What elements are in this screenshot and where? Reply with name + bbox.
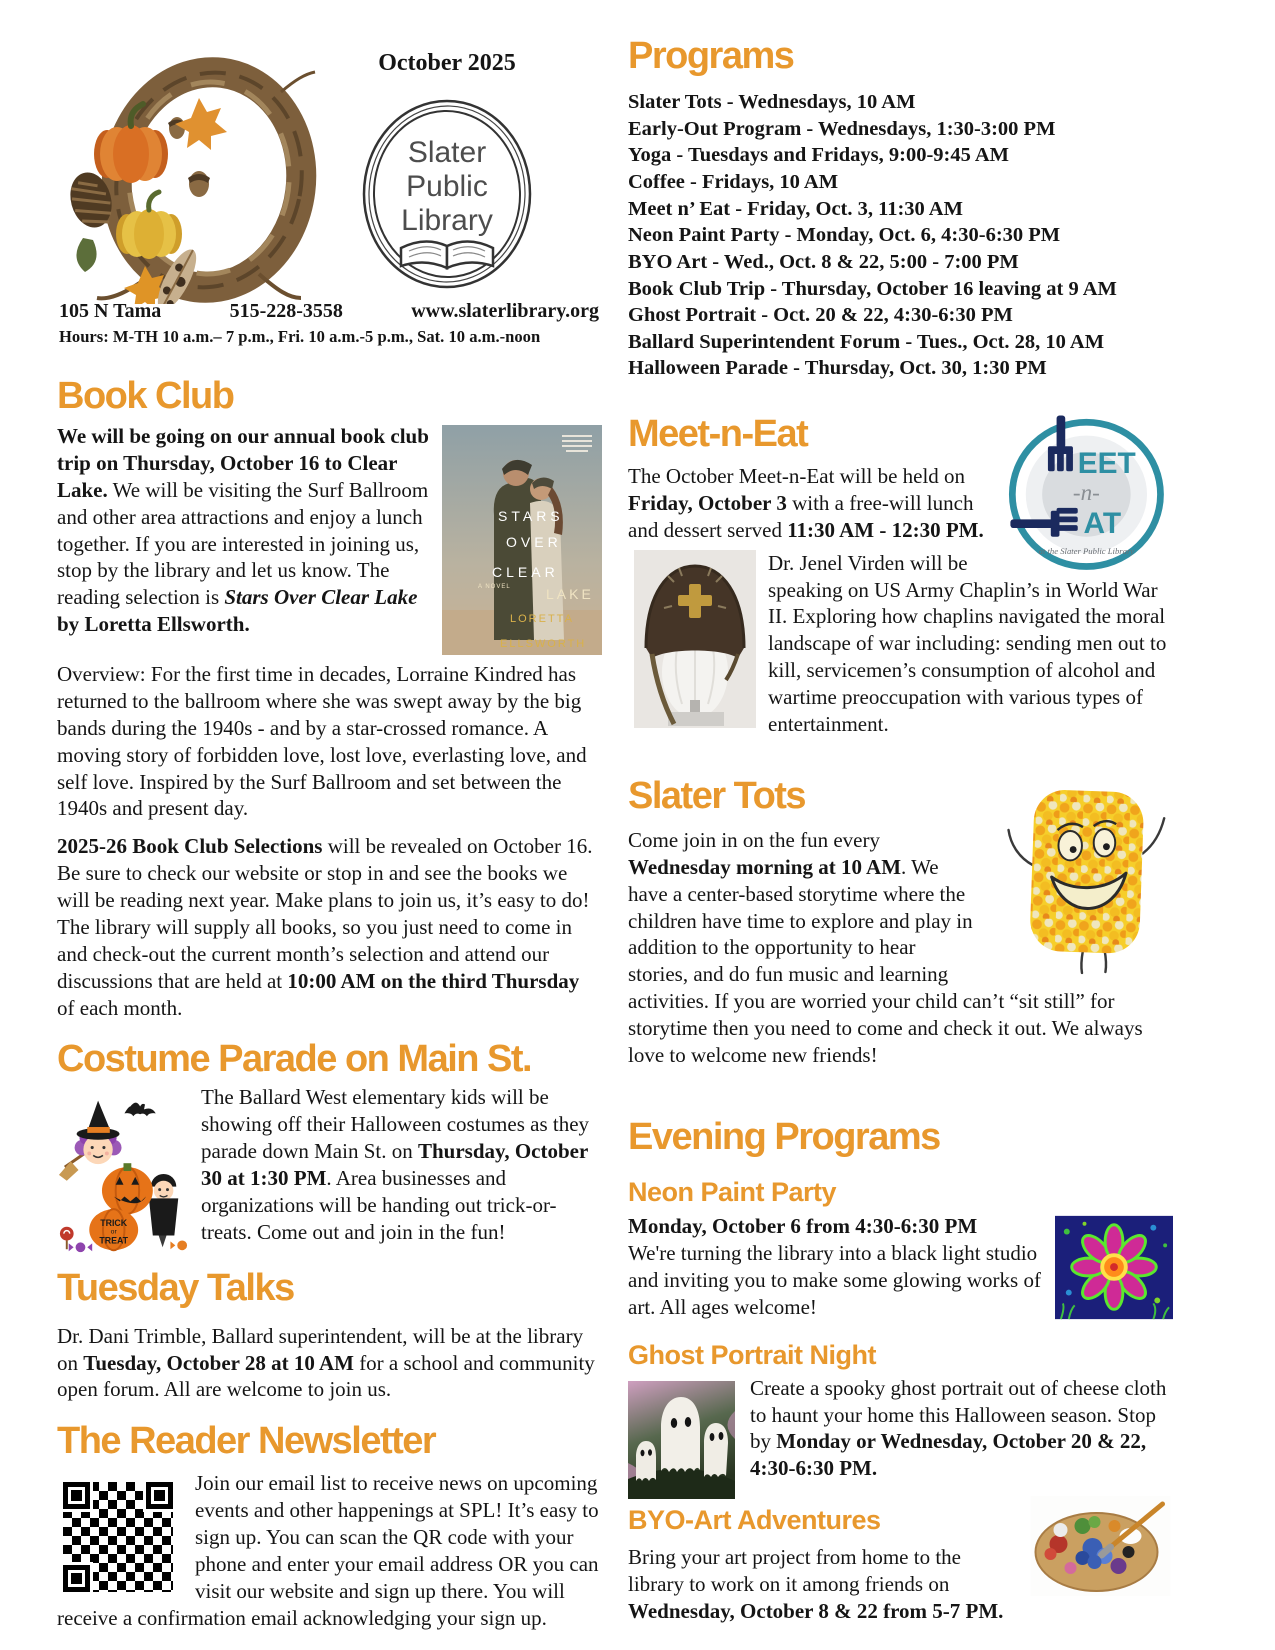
- section-title-slater-tots: Slater Tots: [628, 774, 806, 817]
- program-item: Ghost Portrait - Oct. 20 & 22, 4:30-6:30 PM: [628, 304, 1013, 327]
- svg-text:ELLSWORTH: ELLSWORTH: [500, 638, 587, 651]
- book-club-body: [57, 423, 602, 651]
- program-item: Neon Paint Party - Monday, Oct. 6, 4:30-6:30 PM: [628, 224, 1061, 247]
- slater-tots-paragraph: Come join in on the fun every Wednesday morning at 10 AM. We have a center-based storytime where the children have time to explore and play in addition to the opportunity to hear stories, and do fun music and learning activities. If you are worried your child can’t “sit still” for storytime then you need to come and check it out. We always love to welcome new friends!: [628, 827, 1143, 1067]
- section-title-evening-programs: Evening Programs: [628, 1115, 940, 1158]
- section-title-programs: Programs: [628, 35, 794, 77]
- neon-flower-painting: [1055, 1215, 1173, 1320]
- subsection-title-byo-art: BYO-Art Adventures: [628, 1505, 881, 1536]
- svg-text:LORETTA: LORETTA: [510, 613, 574, 626]
- orange-pumpkin: [94, 104, 168, 183]
- svg-text:at the Slater Public Library: at the Slater Public Library: [1038, 546, 1135, 557]
- svg-text:Public: Public: [406, 170, 488, 203]
- section-title-meet-n-eat: Meet-n-Eat: [628, 413, 808, 456]
- book-club-paragraph-1: We will be going on our annual book club trip on Thursday, October 16 to Clear Lake. We will be visiting the Surf Ballroom and other area attractions and enjoy a lunch together. If you are interested in joining us, stop by the library and let us know. The reading selection is Stars Over Clear Lake by Loretta Ellsworth.: [57, 424, 429, 637]
- section-title-book-club: Book Club: [57, 375, 234, 417]
- meet-n-eat-paragraph-1: The October Meet-n-Eat will be held on Friday, October 3 with a free-will lunch and dessert served 11:30 AM - 12:30 PM.: [628, 464, 984, 542]
- svg-text:LAKE: LAKE: [546, 586, 594, 603]
- book-club-overview: Overview: For the first time in decades, Lorraine Kindred has returned to the ballroom where she was swept away by the big bands during the 1940s - and by a star-crossed romance. A moving story of forbidden love, lost love, everlasting love, and self love. Inspired by the Surf Ballroom and set between the 1940s and present day.: [57, 662, 587, 821]
- neon-paint-party-paragraph: Monday, October 6 from 4:30-6:30 PM We're turning the library into a black light studio and inviting you to make some glowing works of art. All ages welcome!: [628, 1214, 1041, 1320]
- slater-tots-section: [628, 776, 1173, 1069]
- svg-text:AT: AT: [1083, 506, 1122, 540]
- hours-line: Hours: M-TH 10 a.m.– 7 p.m., Fri. 10 a.m.-5 p.m., Sat. 10 a.m.-noon: [59, 327, 541, 346]
- program-item: Early-Out Program - Wednesdays, 1:30-3:00 PM: [628, 117, 1056, 140]
- section-title-reader-newsletter: The Reader Newsletter: [57, 1420, 436, 1463]
- meet-n-eat-section: [628, 414, 1173, 738]
- book-club-selections: 2025-26 Book Club Selections will be revealed on October 16. Be sure to check our website or stop in and see the books we will be reading next year. Make plans to join us, it’s easy to do! The library will supply all books, so you just need to come in and check-out the current month’s selection and attend our discussions that are held at 10:00 AM on the third Thursday of each month.: [57, 834, 593, 1020]
- street-address: 105 N Tama: [59, 300, 162, 322]
- book-cover-stars-over-clear-lake: [442, 425, 602, 655]
- section-title-costume-parade: Costume Parade on Main St.: [57, 1038, 532, 1081]
- reader-newsletter-paragraph: Join our email list to receive news on upcoming events and other happenings at SPL! It’s easy to sign up. You can scan the QR code with your phone and enter your email address OR you can visit our website and sign up there. You will receive a confirmation email acknowledging your sign up.: [57, 1471, 599, 1630]
- costume-parade-paragraph: The Ballard West elementary kids will be showing off their Halloween costumes as they parade down Main St. on Thursday, October 30 at 1:30 PM. Area businesses and organizations will be handing out trick-or-treats. Come out and join in the fun!: [201, 1085, 590, 1244]
- costume-parade-body: [57, 1084, 602, 1245]
- byo-art-paragraph: Bring your art project from home to the library to work on it among friends on Wednesday, October 8 & 22 from 5-7 PM.: [628, 1544, 1004, 1623]
- program-item: Yoga - Tuesdays and Fridays, 9:00-9:45 AM: [628, 144, 1010, 167]
- svg-text:-n-: -n-: [1072, 479, 1100, 506]
- svg-text:OVER: OVER: [506, 534, 562, 551]
- tuesday-talks-paragraph: Dr. Dani Trimble, Ballard superintendent, will be at the library on Tuesday, October 28 at 10 AM for a school and community open forum. All are welcome to join us.: [57, 1323, 595, 1402]
- green-leaf: [76, 238, 96, 272]
- section-title-tuesday-talks: Tuesday Talks: [57, 1266, 294, 1309]
- program-item: Meet n’ Eat - Friday, Oct. 3, 11:30 AM: [628, 197, 963, 220]
- maple-leaf-top: [175, 98, 227, 150]
- open-book-icon: [401, 241, 493, 268]
- ghost-portrait-painting: [628, 1381, 735, 1499]
- svg-text:Slater: Slater: [407, 136, 487, 169]
- program-item: Coffee - Fridays, 10 AM: [628, 170, 839, 193]
- svg-text:STARS: STARS: [498, 508, 564, 525]
- tater-tot-cartoon: [987, 778, 1173, 976]
- svg-text:EET: EET: [1077, 447, 1136, 481]
- meet-n-eat-paragraph-2: Dr. Jenel Virden will be speaking on US Army Chaplin’s in World War II. Exploring how chaplins navigated the moral landscape of war including: sending men out to kill, servicemen’s consumption of alcohol and wartime preoccupation with various types of entertainment.: [768, 550, 1167, 736]
- left-column: [57, 0, 602, 1632]
- reader-newsletter-body: [57, 1470, 602, 1631]
- library-logo: [359, 96, 535, 294]
- army-chaplain-helmet-photo: [634, 550, 756, 728]
- program-item: Halloween Parade - Thursday, Oct. 30, 1:30 PM: [628, 357, 1047, 380]
- svg-text:TREAT: TREAT: [99, 1235, 129, 1246]
- newsletter-signup-qr-code: [57, 1476, 179, 1598]
- paint-palette-photo: [1028, 1496, 1173, 1596]
- website-link[interactable]: www.slaterlibrary.org: [411, 300, 599, 322]
- contact-line: [59, 300, 599, 323]
- neon-paint-party-body: [628, 1213, 1173, 1321]
- right-column: [628, 0, 1173, 1624]
- issue-date: October 2025: [378, 50, 516, 76]
- ghost-portrait-paragraph: Create a spooky ghost portrait out of cheese cloth to haunt your home this Halloween season. Stop by Monday or Wednesday, October 20 & 22, 4:30-6:30 PM.: [750, 1375, 1167, 1481]
- program-item: BYO Art - Wed., Oct. 8 & 22, 5:00 - 7:00 PM: [628, 250, 1019, 273]
- subsection-title-ghost-portrait-night: Ghost Portrait Night: [628, 1339, 876, 1370]
- phone-number: 515-228-3558: [229, 300, 343, 322]
- ghost-portrait-body: [628, 1375, 1173, 1483]
- byo-art-section: [628, 1506, 1173, 1624]
- svg-text:TRICK: TRICK: [100, 1218, 128, 1229]
- svg-text:A NOVEL: A NOVEL: [478, 584, 511, 591]
- programs-list: [628, 89, 1173, 382]
- svg-text:or: or: [110, 1229, 117, 1237]
- halloween-kids-clipart: [57, 1088, 189, 1256]
- program-item: Book Club Trip - Thursday, October 16 leaving at 9 AM: [628, 277, 1117, 300]
- meet-n-eat-logo: [995, 410, 1173, 572]
- bat-icon: [124, 1103, 155, 1117]
- program-item: Slater Tots - Wednesdays, 10 AM: [628, 91, 916, 114]
- program-item: Ballard Superintendent Forum - Tues., Oct. 28, 10 AM: [628, 330, 1105, 353]
- svg-text:CLEAR: CLEAR: [492, 564, 559, 581]
- subsection-title-neon-paint-party: Neon Paint Party: [628, 1176, 837, 1207]
- svg-text:Library: Library: [401, 204, 493, 237]
- masthead: [57, 0, 602, 356]
- fall-wreath-illustration: [49, 32, 341, 304]
